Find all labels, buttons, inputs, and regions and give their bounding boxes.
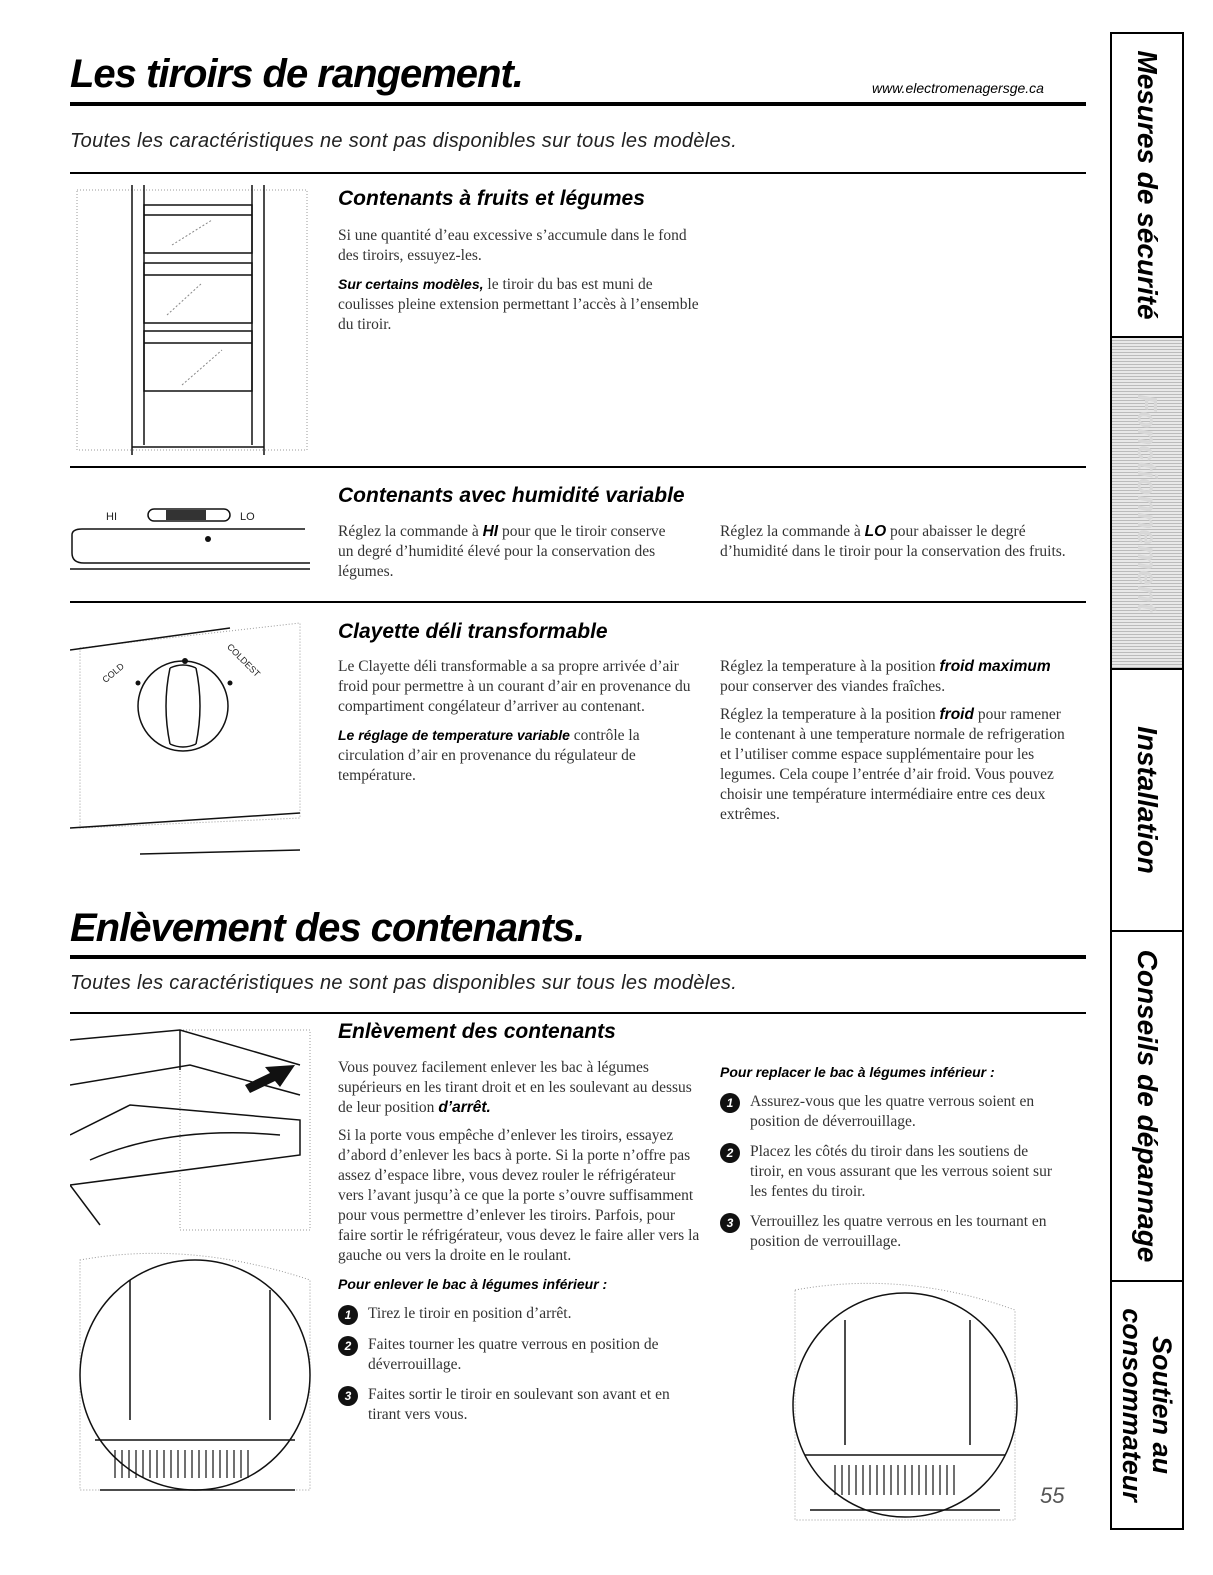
page-title: Les tiroirs de rangement. [70,52,523,96]
removal-subtitle: Toutes les caractéristiques ne sont pas disponibles sur tous les modèles. [70,972,738,994]
tab-installation-label: Installation [1132,726,1163,874]
removal-rule [70,955,1086,959]
step-text: Verrouillez les quatre verrous en les tournant en position de verrouillage. [750,1213,1047,1250]
step-text: Faites sortir le tiroir en soulevant son avant et en tirant vers vous. [368,1386,670,1423]
tab-consumer-support[interactable] [1112,1282,1182,1528]
step-number-icon: 1 [720,1093,740,1113]
deli-dial-illustration [70,618,310,858]
section-divider [70,466,1086,468]
deli-right-p1-c: pour conserver des viandes fraîches. [720,678,946,695]
deli-right-p1-a: Réglez la temperature à la position [720,658,940,675]
hi-label: HI [106,511,117,523]
tab-operation[interactable] [1112,338,1182,670]
deli-left-text [338,657,703,794]
humidity-title: Contenants avec humidité variable [338,484,685,507]
humidity-slider-illustration [70,505,310,575]
step-number-icon: 3 [338,1386,358,1406]
removal-left-text [338,1058,703,1435]
drawer-pull-illustration [70,1025,315,1235]
fruits-p2-rest: le tiroir du bas est muni de coulisses pleine extension permettant l’accès à l’ensemble du tiroir. [338,276,699,333]
deli-right-p1-b: froid maximum [939,658,1051,675]
section-tabs [1110,32,1184,1530]
section-divider [70,601,1086,603]
section-divider [70,172,1086,174]
section-divider [70,1012,1086,1014]
step-number-icon: 3 [720,1213,740,1233]
remove-step-2 [338,1335,703,1375]
removal-p1-b: d’arrêt. [438,1099,491,1116]
page-number: 55 [1040,1483,1065,1508]
deli-right-p2-b: froid [939,706,974,723]
title-rule [70,102,1086,106]
removal-heading: Enlèvement des contenants. [70,906,585,950]
replace-step-1 [720,1092,1065,1132]
dial-coldest-label: COLDEST [225,641,263,679]
step-number-icon: 1 [338,1305,358,1325]
humidity-right-c: pour abaisser le degré d’humidité dans le tiroir pour la conservation des fruits. [720,523,1066,560]
step-text: Placez les côtés du tiroir dans les soutiens de tiroir, en vous assurant que les verrous soient sur les fentes du tiroir. [750,1143,1053,1200]
humidity-left-text [338,522,668,590]
removal-p1-a: Vous pouvez facilement enlever les bac à légumes supérieurs en les tirant droit et en les soulevant au dessus de leur position [338,1059,692,1116]
tab-operation-label: Fonctionnement [1132,394,1163,612]
tab-troubleshooting[interactable] [1112,932,1182,1282]
humidity-left-c: pour que le tiroir conserve un degré d’humidité élevé pour la conservation des légumes. [338,523,666,580]
humidity-right-text [720,522,1070,570]
deli-right-p2-c: pour ramener le contenant à une temperature normale de refrigeration et l’utiliser comme espace supplémentaire pour les legumes. Cela coupe l’entrée d’air froid. Vous pouvez choisir une température intermédiaire entre ces deux extrêmes. [720,706,1065,823]
humidity-right-lo: LO [864,523,887,540]
fruits-p2-lead: Sur certains modèles, [338,276,484,292]
remove-subhead: Pour enlever le bac à légumes inférieur : [338,1276,608,1292]
tab-installation[interactable] [1112,670,1182,932]
replace-step-3 [720,1212,1065,1252]
replace-subhead: Pour replacer le bac à légumes inférieur : [720,1064,995,1080]
drawer-replace-illustration [785,1280,1025,1530]
tab-safety-label: Mesures de sécurité [1132,50,1163,320]
deli-left-p2-rest: contrôle la circulation d’air en provenance du régulateur de température. [338,727,640,784]
remove-step-3 [338,1385,703,1425]
subtitle: Toutes les caractéristiques ne sont pas disponibles sur tous les modèles. [70,130,738,152]
fruits-text [338,226,703,343]
tab-safety[interactable] [1112,34,1182,338]
deli-left-p2-lead: Le réglage de temperature variable [338,727,570,743]
removal-p2: Si la porte vous empêche d’enlever les tiroirs, essayez d’abord d’enlever les bacs à porte. Si la porte n’offre pas assez d’espace libre, vous devez rouler le réfrigérateur vers l’avant jusqu’à ce que la porte s’ouvre suffisamment pour vous permettre d’enlever les tiroirs. Parfois, pour faire sortir le réfrigérateur, vous devez le faire aller vers la gauche ou vers la droite en le roulant. [338,1127,700,1264]
replace-step-2 [720,1142,1065,1202]
step-text: Faites tourner les quatre verrous en position de déverrouillage. [368,1336,659,1373]
drawer-locks-illustration [70,1250,315,1500]
dial-cold-label: COLD [100,661,127,685]
humidity-left-hi: HI [482,523,499,540]
website-url[interactable]: www.electromenagersge.ca [872,80,1044,96]
step-number-icon: 2 [338,1336,358,1356]
removal-title: Enlèvement des contenants [338,1020,616,1043]
removal-right-text [720,1062,1065,1262]
deli-right-text [720,657,1070,833]
remove-step-1 [338,1304,703,1325]
step-number-icon: 2 [720,1143,740,1163]
tab-consumer-support-label: Soutien au consommateur [1117,1308,1177,1502]
step-text: Assurez-vous que les quatre verrous soient en position de déverrouillage. [750,1093,1035,1130]
humidity-right-a: Réglez la commande à [720,523,865,540]
fruits-p1: Si une quantité d’eau excessive s’accumule dans le fond des tiroirs, essuyez-les. [338,227,687,264]
lo-label: LO [240,511,255,523]
fruits-p2 [338,274,703,335]
step-text: Tirez le tiroir en position d’arrêt. [368,1305,572,1322]
deli-right-p2-a: Réglez la temperature à la position [720,706,940,723]
fruits-title: Contenants à fruits et légumes [338,187,645,210]
crisper-drawers-illustration [72,185,317,455]
humidity-left-a: Réglez la commande à [338,523,483,540]
deli-title: Clayette déli transformable [338,620,608,643]
deli-left-p1: Le Clayette déli transformable a sa propre arrivée d’air froid pour permettre à un courant d’air en provenance du compartiment congélateur d’arriver au contenant. [338,658,691,715]
tab-troubleshooting-label: Conseils de dépannage [1132,949,1163,1263]
